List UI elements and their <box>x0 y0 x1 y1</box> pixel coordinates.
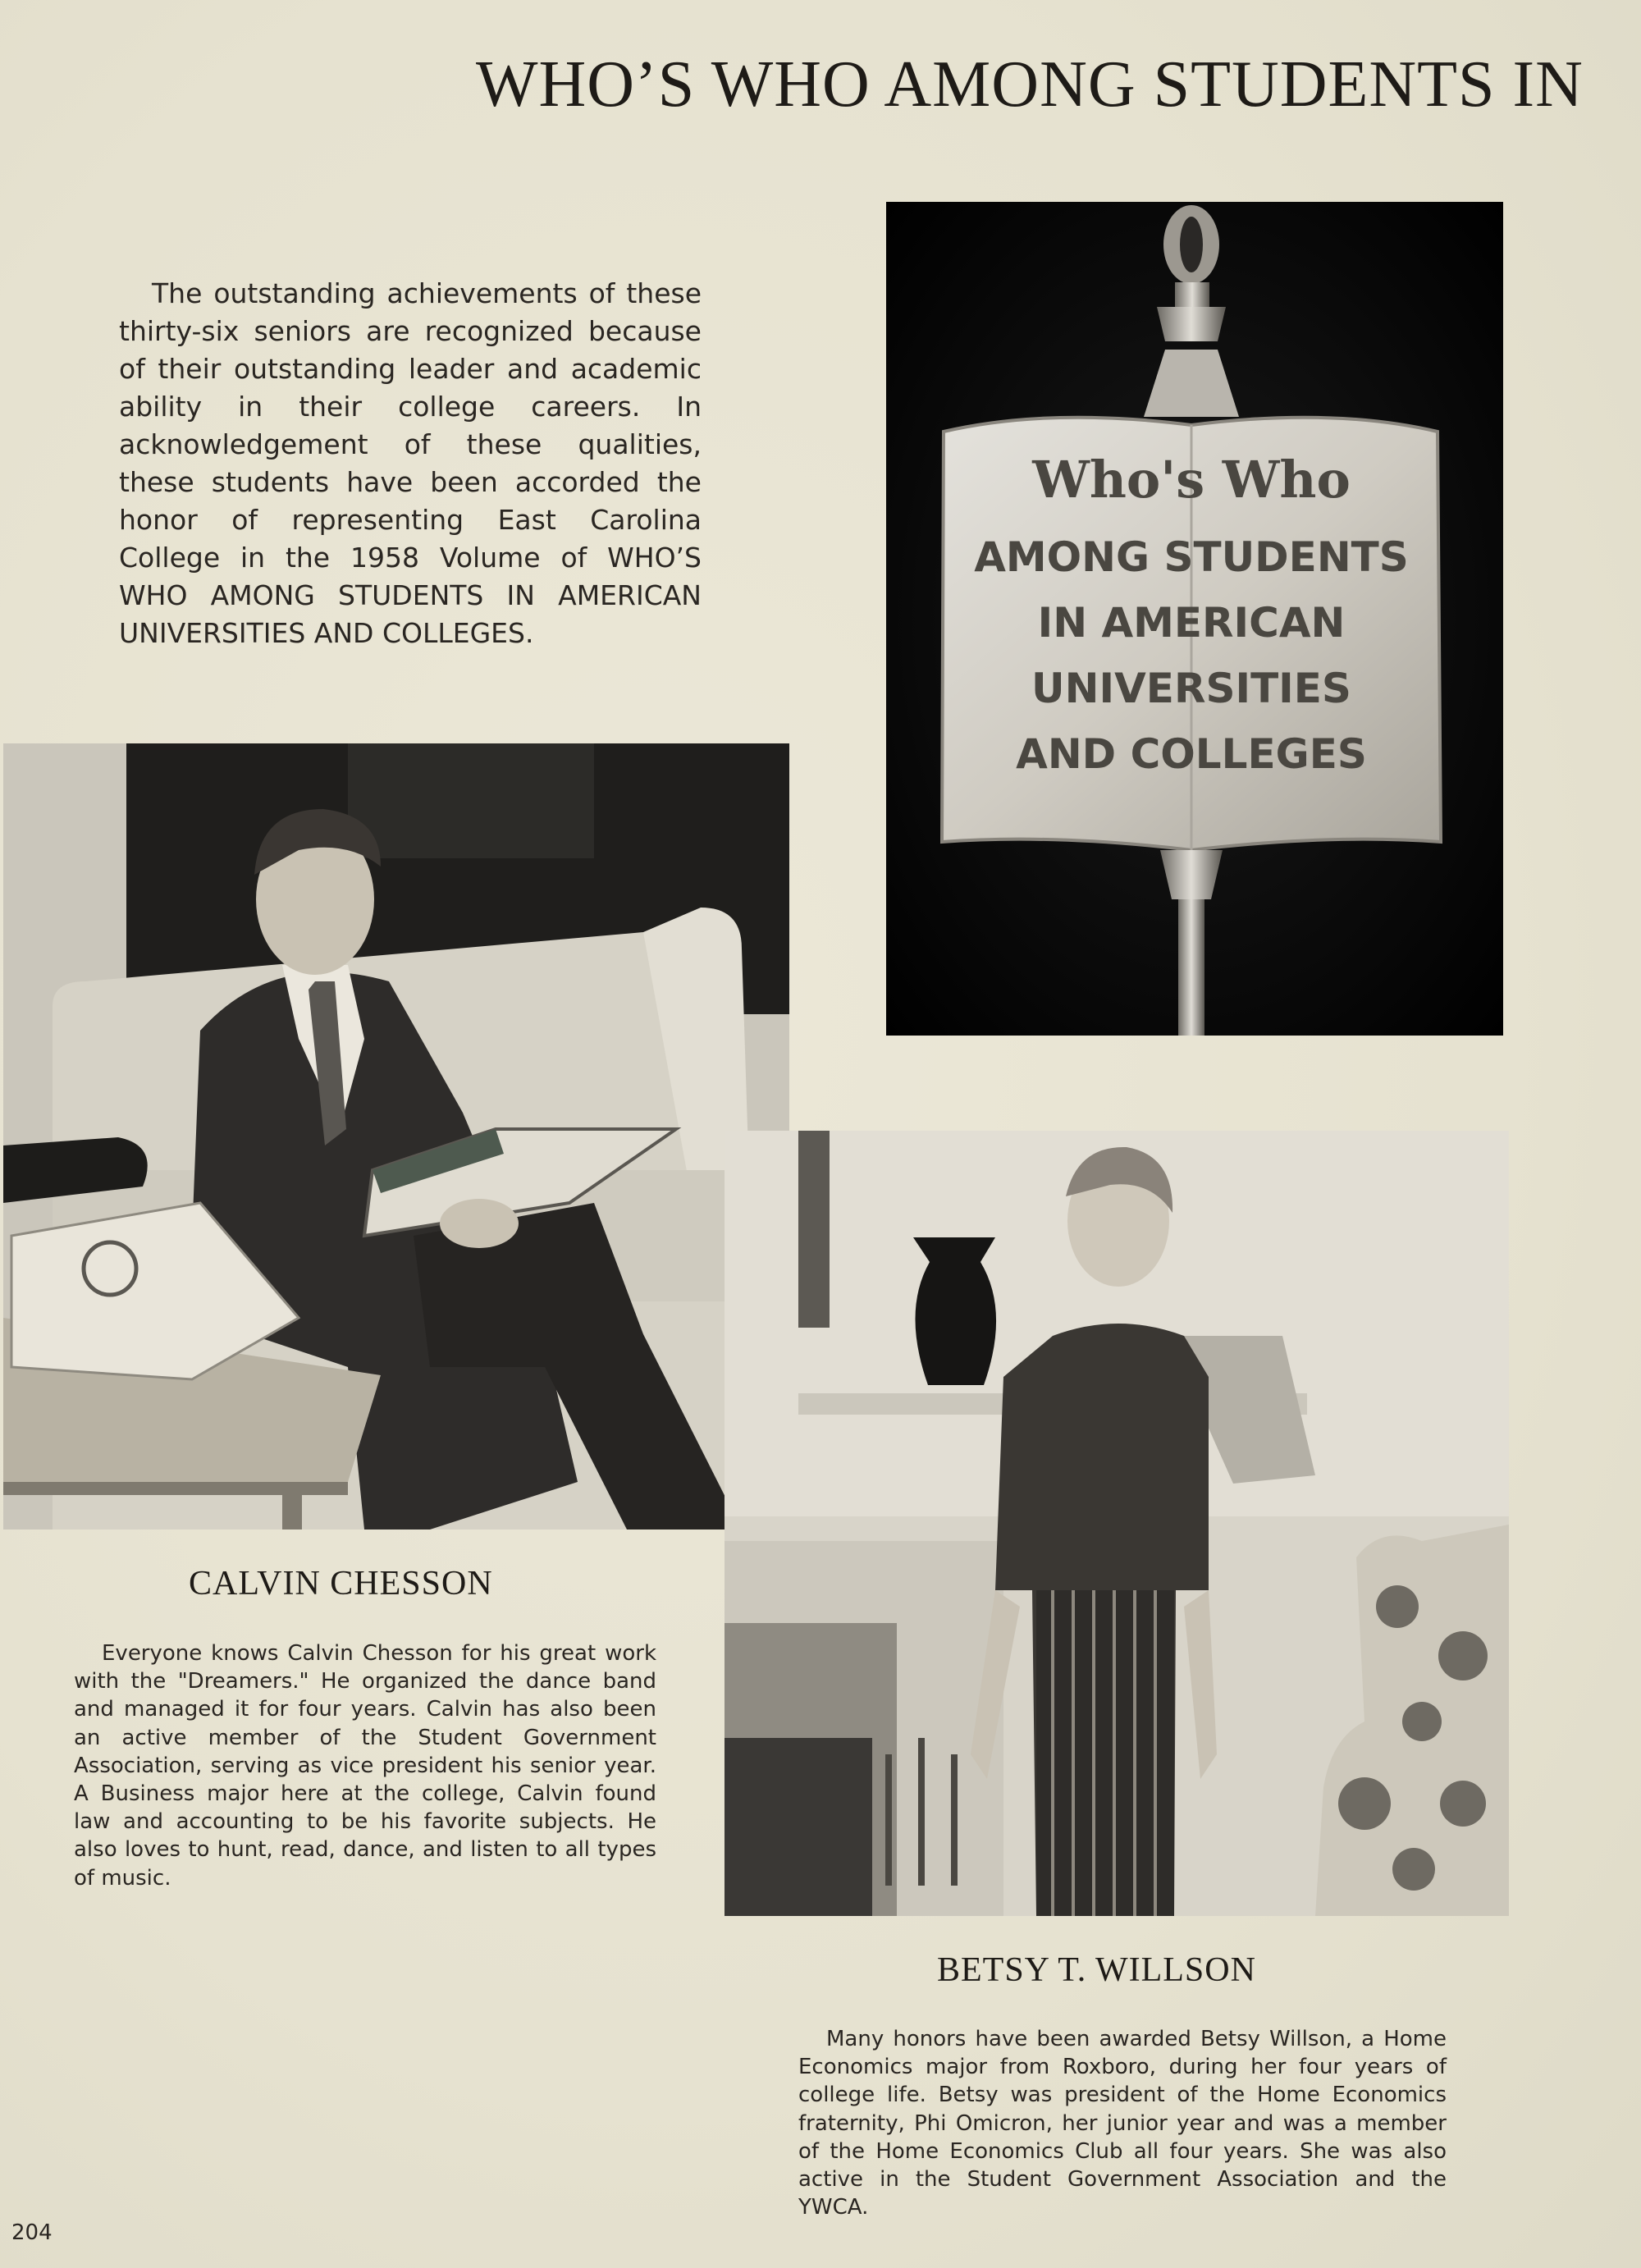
emblem-line-4: UNIVERSITIES <box>1031 665 1351 712</box>
calvin-name: CALVIN CHESSON <box>189 1565 493 1603</box>
emblem-photo <box>886 202 1503 1036</box>
emblem-line-2: AMONG STUDENTS <box>974 533 1409 581</box>
intro-paragraph: The outstanding achievements of these thirty-six seniors are recognized because of their outstanding leader and academic ability in their college careers. In acknowledgement of these qualities, these students have been accorded the honor of representing East Carolina College in the 1958 Volume of WHO’S WHO AMONG STUDENTS IN AMERICAN UNIVERSITIES AND COLLEGES. <box>119 277 702 649</box>
calvin-bio: Everyone knows Calvin Chesson for his great work with the "Dreamers." He organized the dance band and managed it for four years. Calvin has also been an active member of the Student Government Association, serving as vice president his senior year. A Business major here at the college, Calvin found law and accounting to be his favorite subjects. He also loves to hunt, read, dance, and listen to all types of music. <box>74 1641 656 1891</box>
calvin-chesson-photo <box>3 743 789 1530</box>
betsy-name: BETSY T. WILLSON <box>937 1951 1256 1989</box>
emblem-line-5: AND COLLEGES <box>1016 730 1367 778</box>
page-number: 204 <box>11 2220 53 2245</box>
betsy-bio: Many honors have been awarded Betsy Willson, a Home Economics major from Roxboro, during her four years of college life. Betsy was president of the Home Economics fraternity, Phi Omicron, her junior year and was a member of the Home Economics Club all four years. She was also active in the Student Government Association and the YWCA. <box>798 2027 1447 2220</box>
betsy-willson-photo <box>725 1131 1509 1916</box>
emblem-line-1: Who's Who <box>1032 450 1351 510</box>
page-title: WHO’S WHO AMONG STUDENTS IN <box>476 48 1584 121</box>
emblem-line-3: IN AMERICAN <box>1037 599 1346 647</box>
